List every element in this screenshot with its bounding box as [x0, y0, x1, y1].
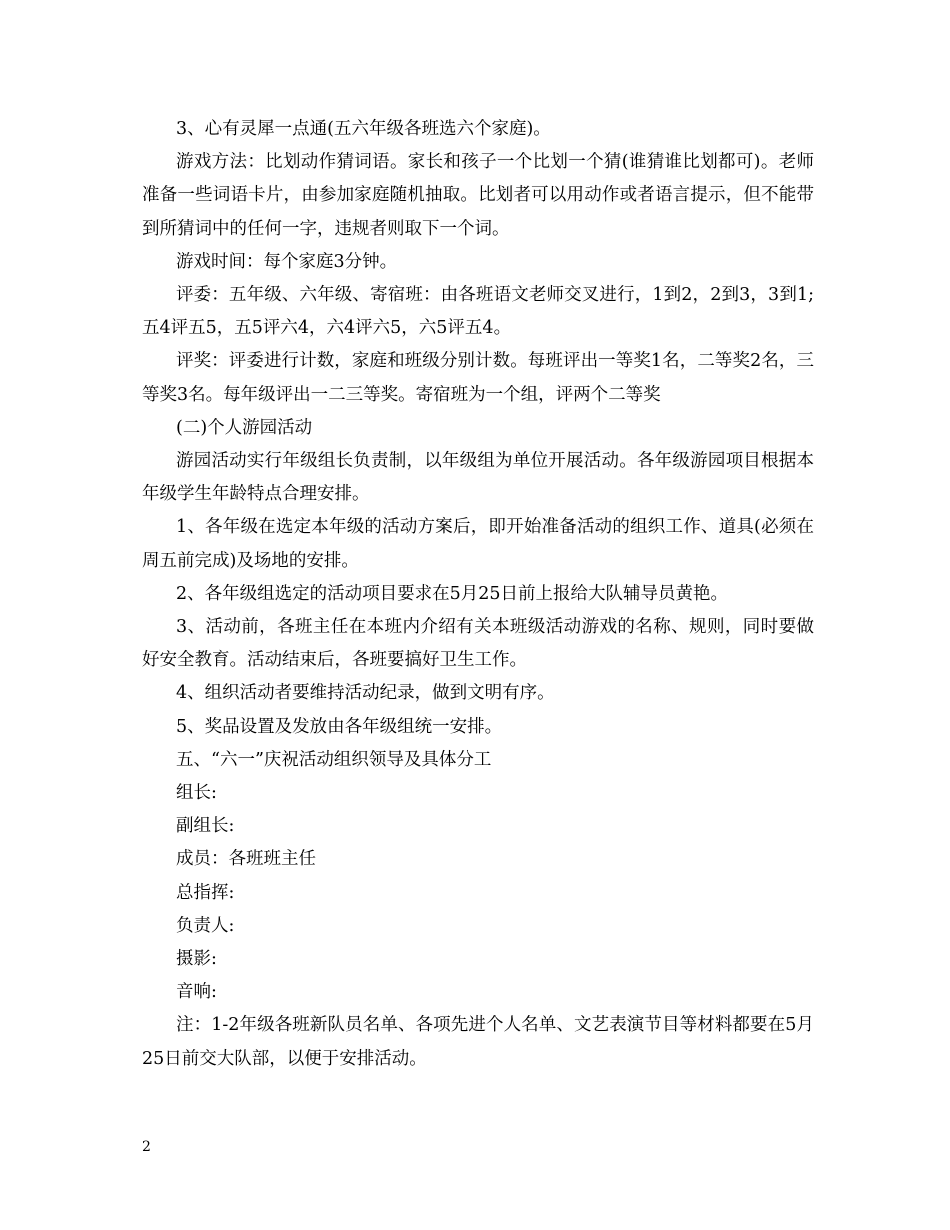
paragraph-item-3: 3、心有灵犀一点通(五六年级各班选六个家庭)。 [176, 119, 551, 139]
paragraph-step-3: 3、活动前，各班主任在本班内介绍有关本班级活动游戏的名称、规则，同时要做好安全教育。活动结束后，各班要搞好卫生工作。 [142, 617, 814, 671]
deputy-leader-line: 副组长: [176, 816, 235, 837]
commander-line: 总指挥: [176, 882, 235, 903]
note-paragraph: 注：1-2年级各班新队员名单、各项先进个人名单、文艺表演节目等材料都要在5月25日前交大队部，以便于安排活动。 [142, 1015, 814, 1069]
paragraph-step-2: 2、各年级组选定的活动项目要求在5月25日前上报给大队辅导员黄艳。 [176, 583, 729, 604]
paragraph-step-5: 5、奖品设置及发放由各年级组统一安排。 [176, 716, 503, 737]
paragraph-step-1: 1、各年级在选定本年级的活动方案后，即开始准备活动的组织工作、道具(必须在周五前完成)及场地的安排。 [142, 517, 814, 571]
paragraph-judges: 评委：五年级、六年级、寄宿班：由各班语文老师交叉进行，1到2，2到3，3到1;五4评五5，五5评六4，六4评六5，六5评五4。 [142, 285, 814, 339]
section-heading-personal-activity: (二)个人游园活动 [176, 417, 313, 438]
leader-line: 组长: [176, 783, 217, 804]
paragraph-game-time: 游戏时间：每个家庭3分钟。 [176, 251, 398, 272]
paragraph-awards: 评奖：评委进行计数，家庭和班级分别计数。每班评出一等奖1名，二等奖2名，三等奖3名。每年级评出一二三等奖。寄宿班为一个组，评两个二等奖 [142, 351, 814, 405]
document-body [142, 113, 814, 1076]
section-heading-organization: 五、“六一”庆祝活动组织领导及具体分工 [176, 749, 492, 770]
photography-line: 摄影: [176, 949, 217, 970]
audio-line: 音响: [176, 982, 217, 1003]
person-in-charge-line: 负责人: [176, 915, 235, 936]
paragraph-step-4: 4、组织活动者要维持活动纪录，做到文明有序。 [176, 683, 555, 704]
paragraph-garden-activity: 游园活动实行年级组长负责制，以年级组为单位开展活动。各年级游园项目根据本年级学生年龄特点合理安排。 [142, 451, 814, 505]
page-number: 2 [142, 1139, 151, 1155]
members-line: 成员：各班班主任 [176, 849, 316, 870]
paragraph-game-method: 游戏方法：比划动作猜词语。家长和孩子一个比划一个猜(谁猜谁比划都可)。老师准备一些词语卡片，由参加家庭随机抽取。比划者可以用动作或者语言提示，但不能带到所猜词中的任何一字，违规者则取下一个词。 [142, 152, 814, 239]
